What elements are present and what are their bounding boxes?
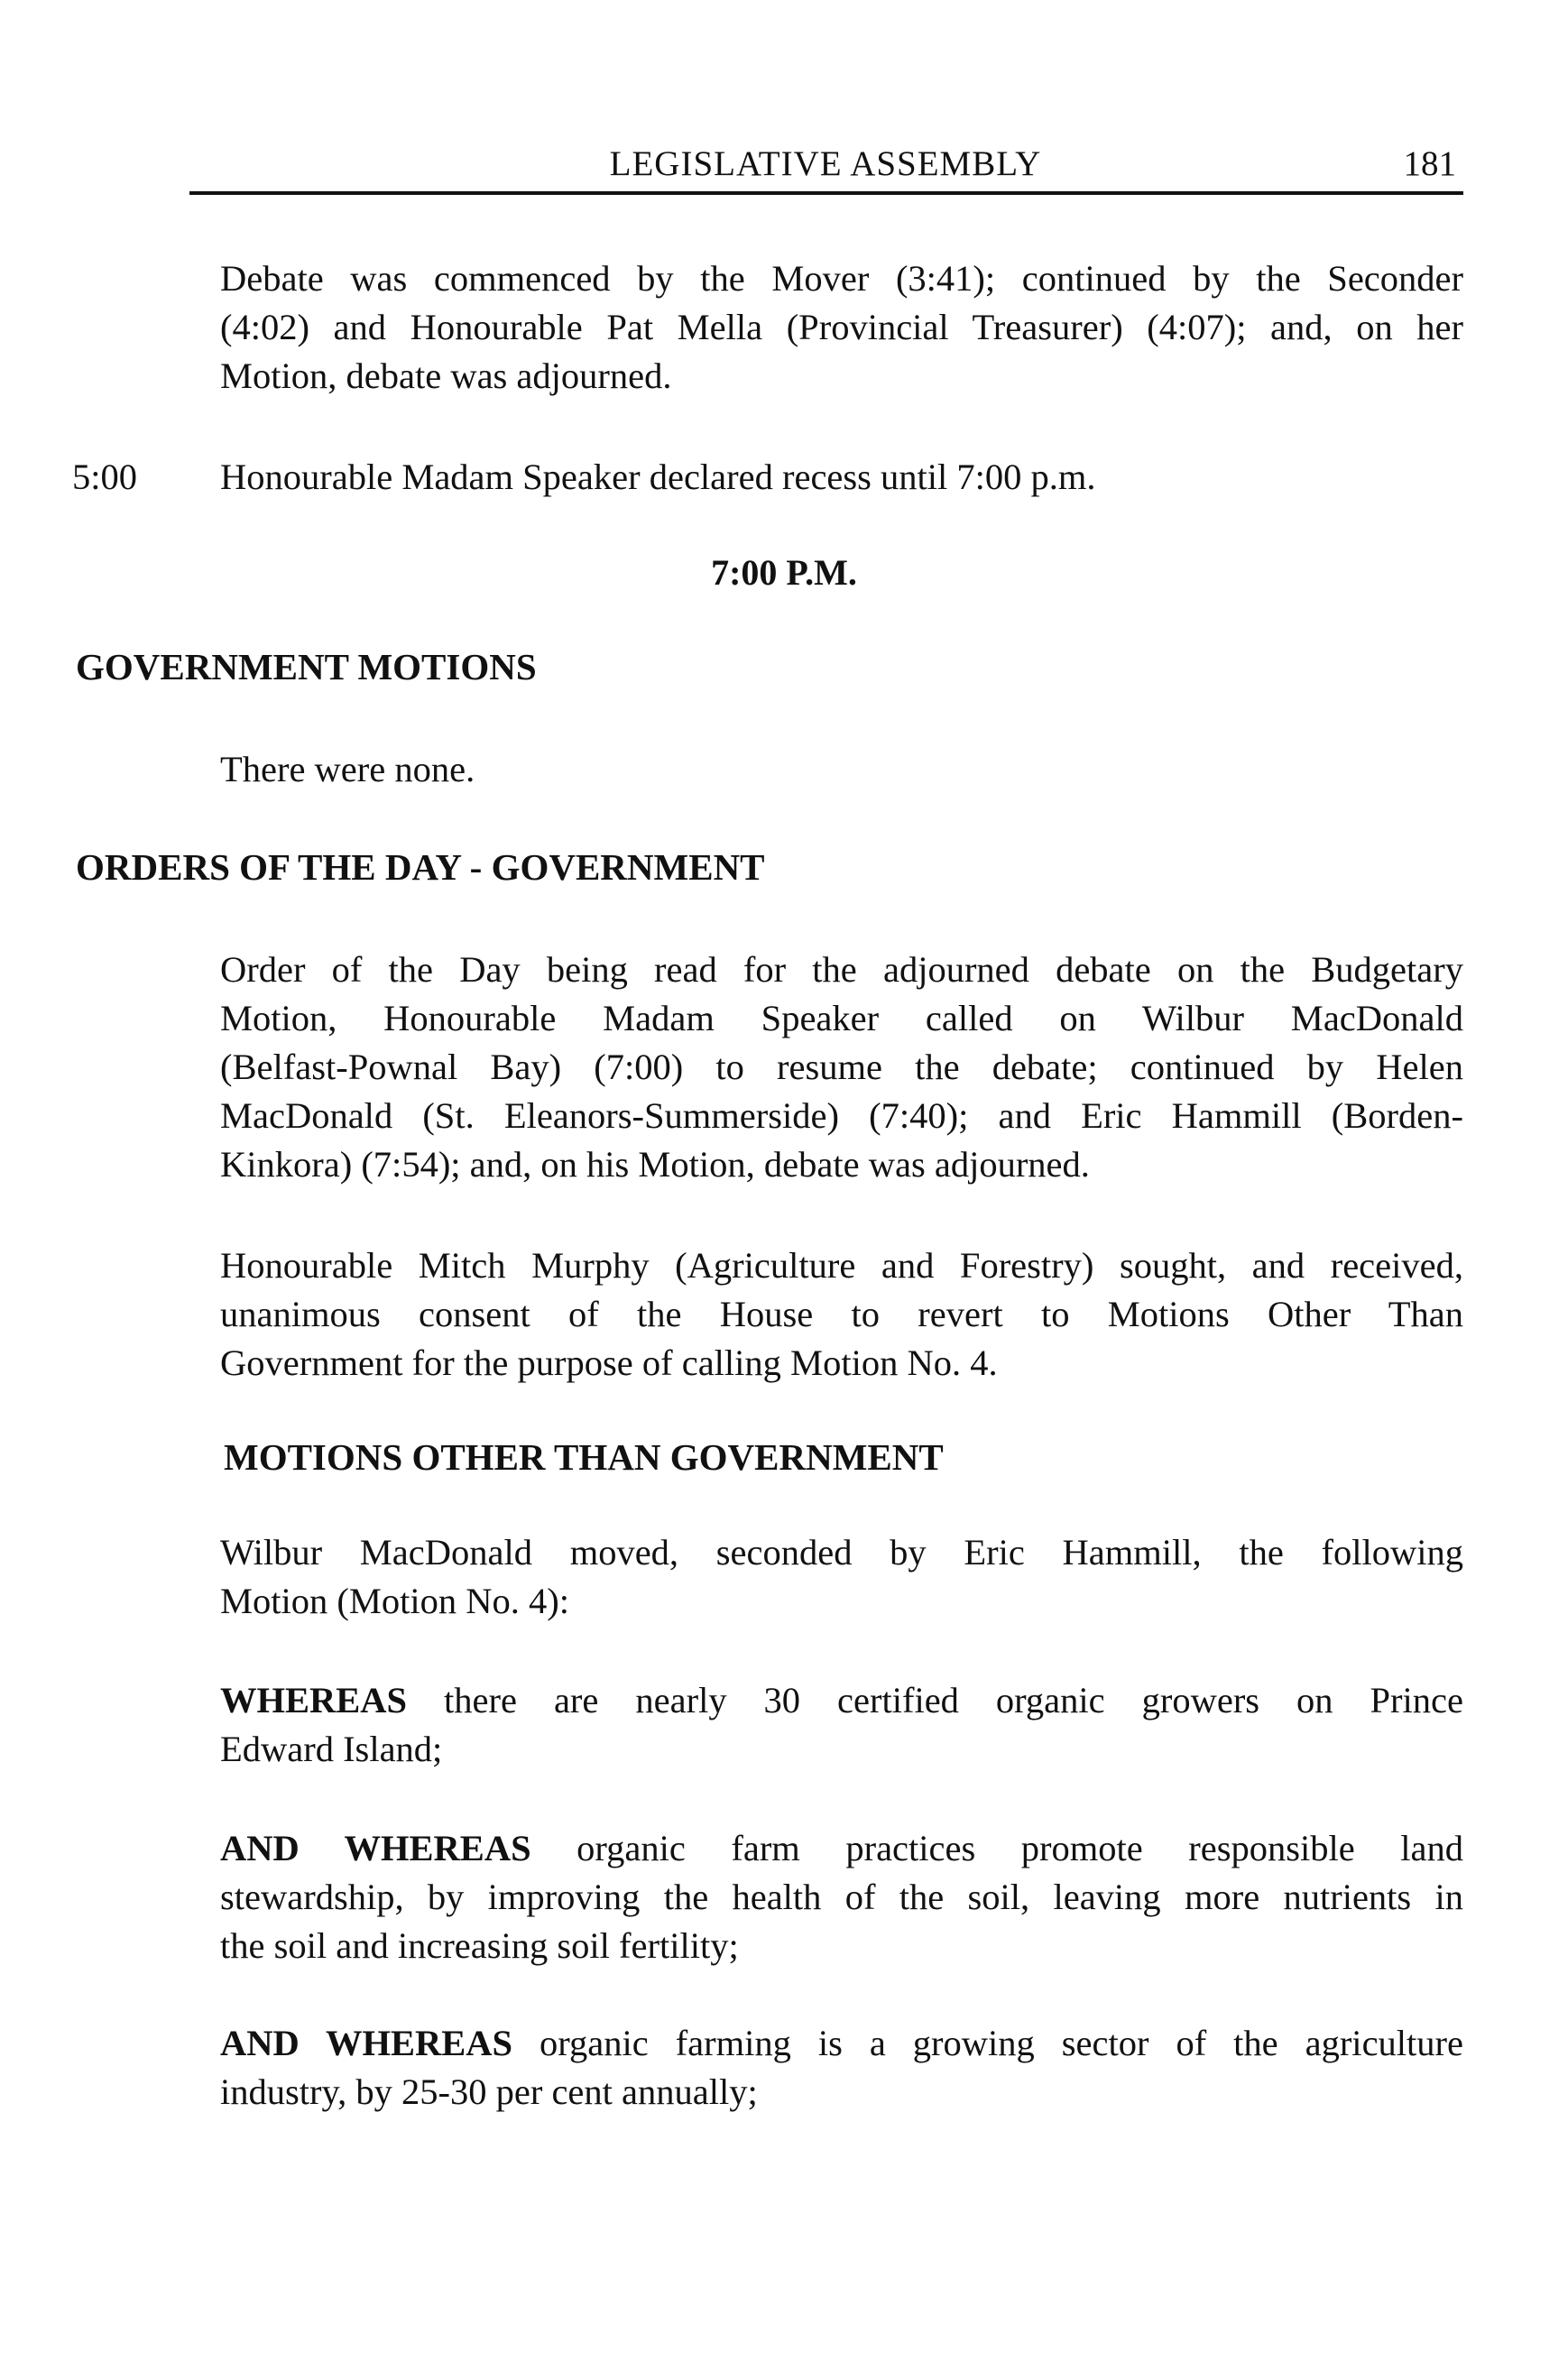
page-number: 181 xyxy=(1403,144,1456,183)
recess-text: Honourable Madam Speaker declared recess until 7:00 p.m. xyxy=(220,457,1096,497)
paragraph-line: Wilbur MacDonald moved, seconded by Eric Hammill, the following xyxy=(220,1532,1463,1573)
paragraph-line: Government for the purpose of calling Motion No. 4. xyxy=(220,1342,998,1383)
paragraph-line: (4:02) and Honourable Pat Mella (Provincial Treasurer) (4:07); and, on her xyxy=(220,307,1463,347)
paragraph-line: Debate was commenced by the Mover (3:41); continued by the Seconder xyxy=(220,258,1463,299)
government-motions-text-block xyxy=(220,745,1463,794)
header-title: LEGISLATIVE ASSEMBLY xyxy=(609,144,1042,183)
whereas-keyword: AND WHEREAS xyxy=(220,1828,531,1868)
orders-paragraph xyxy=(220,946,1463,1189)
whereas-clause-3 xyxy=(220,2019,1463,2117)
whereas-keyword: WHEREAS xyxy=(220,1680,408,1720)
header-rule xyxy=(189,191,1463,195)
paragraph-line: industry, by 25-30 per cent annually; xyxy=(220,2071,758,2112)
paragraph-line: Motion (Motion No. 4): xyxy=(220,1581,570,1621)
whereas-text: organic farming is a growing sector of the agriculture xyxy=(512,2023,1464,2063)
paragraph-line xyxy=(220,1676,1463,1725)
paragraph-line: Honourable Mitch Murphy (Agriculture and Forestry) sought, and received, xyxy=(220,1245,1463,1286)
whereas-keyword: AND WHEREAS xyxy=(220,2023,513,2063)
page-header xyxy=(189,143,1462,197)
evening-time-heading: 7:00 P.M. xyxy=(711,552,857,593)
consent-paragraph xyxy=(220,1241,1463,1388)
orders-of-the-day-heading: ORDERS OF THE DAY - GOVERNMENT xyxy=(76,846,765,888)
paragraph-line xyxy=(220,2019,1463,2068)
paragraph-line: Motion, Honourable Madam Speaker called on Wilbur MacDonald xyxy=(220,998,1463,1038)
recess-text-block xyxy=(220,453,1463,502)
government-motions-text: There were none. xyxy=(220,749,475,789)
whereas-clause-1 xyxy=(220,1676,1463,1774)
paragraph-line: MacDonald (St. Eleanors-Summerside) (7:40); and Eric Hammill (Borden- xyxy=(220,1095,1463,1136)
motion-intro-paragraph xyxy=(220,1528,1463,1626)
recess-time: 5:00 xyxy=(72,457,138,497)
whereas-text: there are nearly 30 certified organic growers on Prince xyxy=(407,1680,1463,1720)
motions-other-heading: MOTIONS OTHER THAN GOVERNMENT xyxy=(224,1436,944,1478)
paragraph-line: Kinkora) (7:54); and, on his Motion, debate was adjourned. xyxy=(220,1144,1090,1185)
debate-paragraph xyxy=(220,254,1463,401)
paragraph-line: Order of the Day being read for the adjourned debate on the Budgetary xyxy=(220,949,1463,990)
whereas-text: organic farm practices promote responsible land xyxy=(530,1828,1463,1868)
paragraph-line: stewardship, by improving the health of the soil, leaving more nutrients in xyxy=(220,1877,1463,1917)
paragraph-line xyxy=(220,1824,1463,1873)
paragraph-line: the soil and increasing soil fertility; xyxy=(220,1925,739,1966)
government-motions-heading: GOVERNMENT MOTIONS xyxy=(76,646,537,687)
paragraph-line: (Belfast-Pownal Bay) (7:00) to resume the debate; continued by Helen xyxy=(220,1047,1463,1087)
paragraph-line: Motion, debate was adjourned. xyxy=(220,355,672,396)
whereas-clause-2 xyxy=(220,1824,1463,1970)
paragraph-line: Edward Island; xyxy=(220,1729,443,1769)
paragraph-line: unanimous consent of the House to revert to Motions Other Than xyxy=(220,1294,1463,1334)
